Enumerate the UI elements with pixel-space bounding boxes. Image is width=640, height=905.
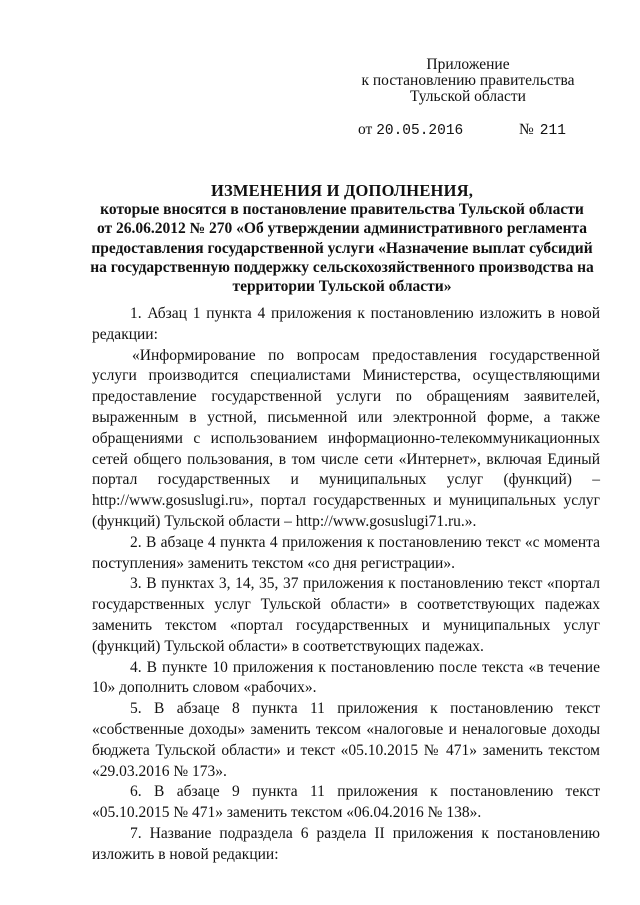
document-date	[358, 121, 463, 139]
date-prefix: от	[358, 121, 373, 138]
paragraph-5: 5. В абзаце 8 пункта 11 приложения к постановлению текст «собственные доходы» заменить тексом «налоговые и неналоговые доходы бюджета Тульской области» и текст «05.10.2015 № 471» заменить текстом «29.03.2016 № 173».	[92, 700, 600, 780]
heading-line: территории Тульской области»	[232, 278, 452, 296]
document-heading	[82, 181, 602, 296]
annex-block	[348, 57, 588, 105]
paragraph-quote: «Информирование по вопросам предоставления государственной услуги производится специалистами Министерства, осуществляющими предоставление государственной услуги по обращениям заявителей, выраженным в устной, письменной или электронной форме, а также обращениями с использованием информационно-телекоммуникационных сетей общего пользования, в том числе сети «Интернет», включая Единый портал государственных и муниципальных услуг (функций) – http://www.gosuslugi.ru», портал государственных и муниципальных услуг (функций) Тульской области – http://www.gosuslugi71.ru.».	[92, 346, 600, 530]
annex-line-1: Приложение	[426, 56, 510, 73]
paragraph-4: 4. В пункте 10 приложения к постановлению после текста «в течение 10» дополнить словом «рабочих».	[92, 658, 600, 697]
paragraph-3: 3. В пунктах 3, 14, 35, 37 приложения к постановлению текст «портал государственных услуг Тульской области» в соответствующих падежах заменить текстом «портал государственных и муниципальных услуг (функций) Тульской области» в соответствующих падежах.	[92, 575, 600, 655]
paragraph-6: 6. В абзаце 9 пункта 11 приложения к постановлению текст «05.10.2015 № 471» заменить текстом «06.04.2016 № 138».	[92, 783, 600, 822]
heading-line: от 26.06.2012 № 270 «Об утверждении административного регламента	[96, 220, 588, 238]
paragraph-7: 7. Название подраздела 6 раздела II приложения к постановлению изложить в новой редакции:	[92, 824, 600, 863]
heading-line: предоставления государственной услуги «Назначение выплат субсидий	[91, 239, 593, 257]
number-value: 211	[539, 123, 566, 139]
document-body	[92, 304, 600, 866]
heading-line: на государственную поддержку сельскохозяйственного производства на	[90, 258, 594, 276]
heading-title: ИЗМЕНЕНИЯ И ДОПОЛНЕНИЯ,	[210, 181, 474, 200]
annex-line-3: Тульской области	[410, 88, 526, 105]
paragraph-2: 2. В абзаце 4 пункта 4 приложения к постановлению текст «с момента поступления» заменить текстом «со дня регистрации».	[92, 533, 600, 572]
number-symbol: №	[519, 121, 534, 138]
annex-line-2: к постановлению правительства	[361, 72, 575, 89]
paragraph-1: 1. Абзац 1 пункта 4 приложения к постановлению изложить в новой редакции:	[92, 305, 600, 343]
date-value: 20.05.2016	[376, 123, 464, 139]
document-number	[519, 121, 566, 139]
heading-line: которые вносятся в постановление правительства Тульской области	[100, 201, 584, 219]
